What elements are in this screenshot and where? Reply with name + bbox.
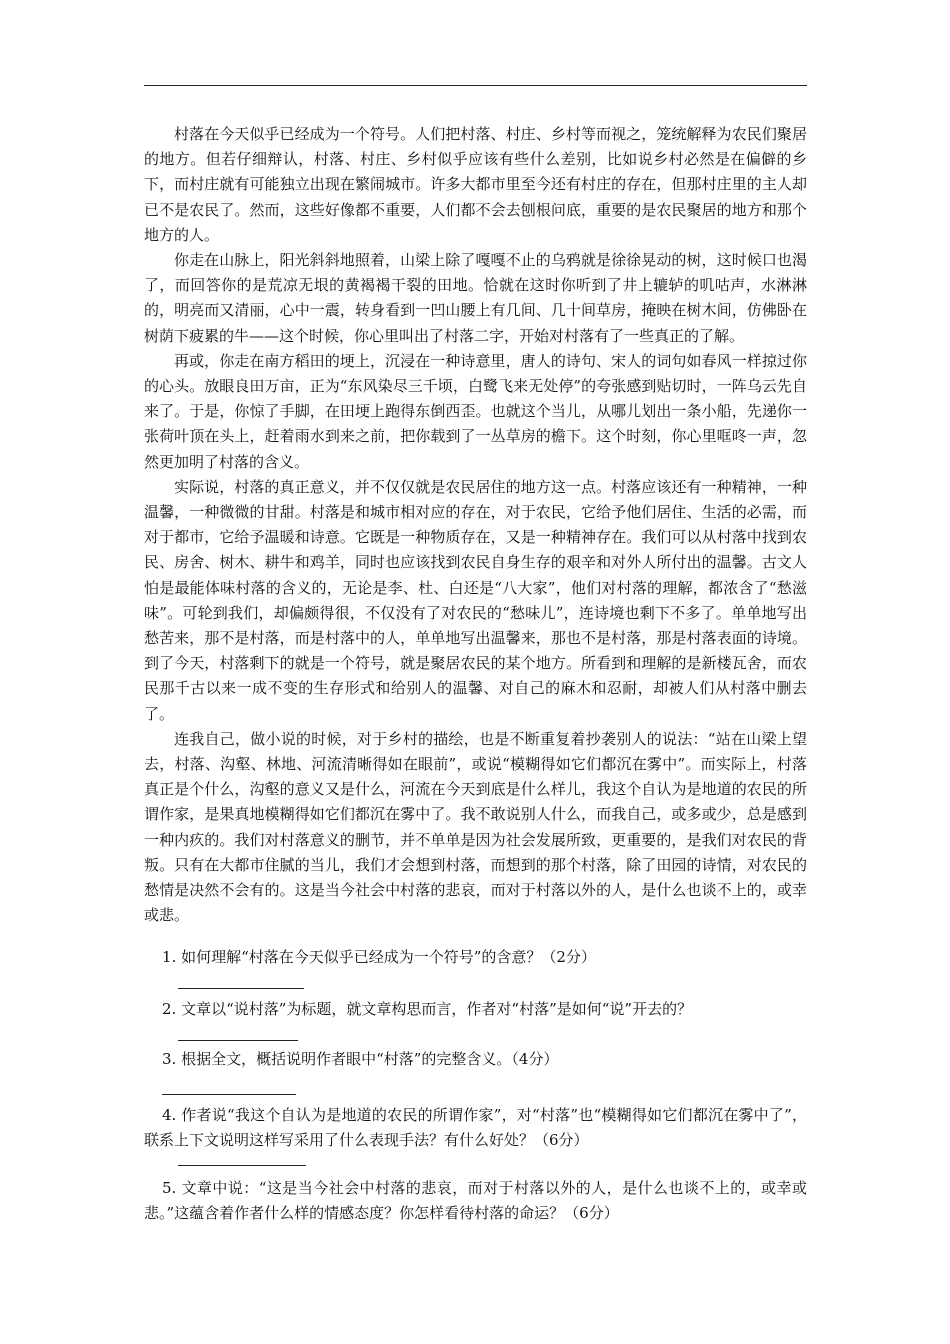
question-4: 4. 作者说“我这个自认为是地道的农民的所谓作家”，对“村落”也“模糊得如它们都沉在雾中了”，联系上下文说明这样写采用了什么表现手法？有什么好处？（6分）: [144, 1106, 807, 1149]
header-rule: [144, 85, 807, 86]
article-paragraph: 再或，你走在南方稻田的埂上，沉浸在一种诗意里，唐人的诗句、宋人的词句如春风一样掠过你的心头。放眼良田万亩，正为“东风染尽三千顷，白鹭飞来无处停”的夸张感到贴切时，一阵乌云先自来了。于是，你惊了手脚，在田埂上跑得东倒西歪。也就这个当儿，从哪儿划出一条小船，先递你一张荷叶顶在头上，赶着雨水到来之前，把你载到了一丛草房的檐下。这个时刻，你心里哐咚一声，忽然更加明了村落的含义。: [144, 351, 807, 471]
article-paragraph: 连我自己，做小说的时候，对于乡村的描绘，也是不断重复着抄袭别人的说法：“站在山梁上望去，村落、沟壑、林地、河流清晰得如在眼前”，或说“模糊得如它们都沉在雾中”。而实际上，村落真正是个什么，沟壑的意义又是什么，河流在今天到底是什么样儿，我这个自认为是地道的农民的所谓作家，是果真地模糊得如它们都沉在雾中了。我不敢说别人什么，而我自己，或多或少，总是感到一种内疚的。我们对村落意义的删节，并不单单是因为社会发展所致，更重要的，是我们对农民的背叛。只有在大都市住腻的当儿，我们才会想到村落，而想到的那个村落，除了田园的诗情，对农民的愁情是决然不会有的。这是当今社会中村落的悲哀，而对于村落以外的人，是什么也谈不上的，或幸或悲。: [144, 729, 807, 925]
answer-line-2: [178, 1040, 298, 1041]
answer-line-3: [162, 1094, 296, 1095]
article-paragraph: 村落在今天似乎已经成为一个符号。人们把村落、村庄、乡村等而视之，笼统解释为农民们聚居的地方。但若仔细辩认，村落、村庄、乡村似乎应该有些什么差别，比如说乡村必然是在偏僻的乡下，而村庄就有可能独立出现在繁闹城市。许多大都市里至今还有村庄的存在，但那村庄里的主人却已不是农民了。然而，这些好像都不重要，人们都不会去刨根问底，重要的是农民聚居的地方和那个地方的人。: [144, 125, 807, 244]
question-2: 2. 文章以“说村落”为标题，就文章构思而言，作者对“村落”是如何“说”开去的？: [162, 1000, 693, 1018]
article-paragraph: 你走在山脉上，阳光斜斜地照着，山梁上除了嘎嘎不止的乌鸦就是徐徐晃动的树，这时候口也渴了，而回答你的是荒凉无垠的黄褐褐干裂的田地。恰就在这时你听到了井上辘轳的叽咕声，水淋淋的，明亮而又清丽，心中一震，转身看到一凹山腰上有几间、几十间草房，掩映在树木间，仿佛卧在树荫下疲累的牛——这个时候，你心里叫出了村落二字，开始对村落有了一些真正的了解。: [144, 251, 807, 345]
article-paragraph: 实际说，村落的真正意义，并不仅仅就是农民居住的地方这一点。村落应该还有一种精神，一种温馨，一种微微的甘甜。村落是和城市相对应的存在，对于农民，它给予他们居住、生活的必需，而对于都市，它给予温暖和诗意。它既是一种物质存在，又是一种精神存在。我们可以从村落中找到农民、房舍、树木、耕牛和鸡羊，同时也应该找到农民自身生存的艰辛和对外人所付出的温馨。古文人怕是最能体味村落的含义的，无论是李、杜、白还是“八大家”，他们对村落的理解，都浓含了“愁滋味”。可轮到我们，却偏颇得很，不仅没有了对农民的“愁味儿”，连诗境也剩下不多了。单单地写出愁苦来，那不是村落，而是村落中的人，单单地写出温馨来，那也不是村落，那是村落表面的诗境。到了今天，村落剩下的就是一个符号，就是聚居农民的某个地方。所看到和理解的是新楼瓦舍，而农民那千古以来一成不变的生存形式和给别人的温馨、对自己的麻木和忍耐，却被人们从村落中删去了。: [144, 477, 807, 723]
question-list: [144, 945, 807, 1226]
question-5: 5. 文章中说：“这是当今社会中村落的悲哀，而对于村落以外的人，是什么也谈不上的，或幸或悲。”这蕴含着作者什么样的情感态度？你怎样看待村落的命运？（6分）: [144, 1179, 807, 1222]
article-body: [144, 122, 807, 929]
answer-line-4: [178, 1165, 306, 1166]
question-3: 3. 根据全文，概括说明作者眼中“村落”的完整含义。（4分）: [162, 1050, 559, 1068]
question-1: 1. 如何理解“村落在今天似乎已经成为一个符号”的含意？（2分）: [162, 948, 596, 966]
answer-line-1: [178, 988, 304, 989]
